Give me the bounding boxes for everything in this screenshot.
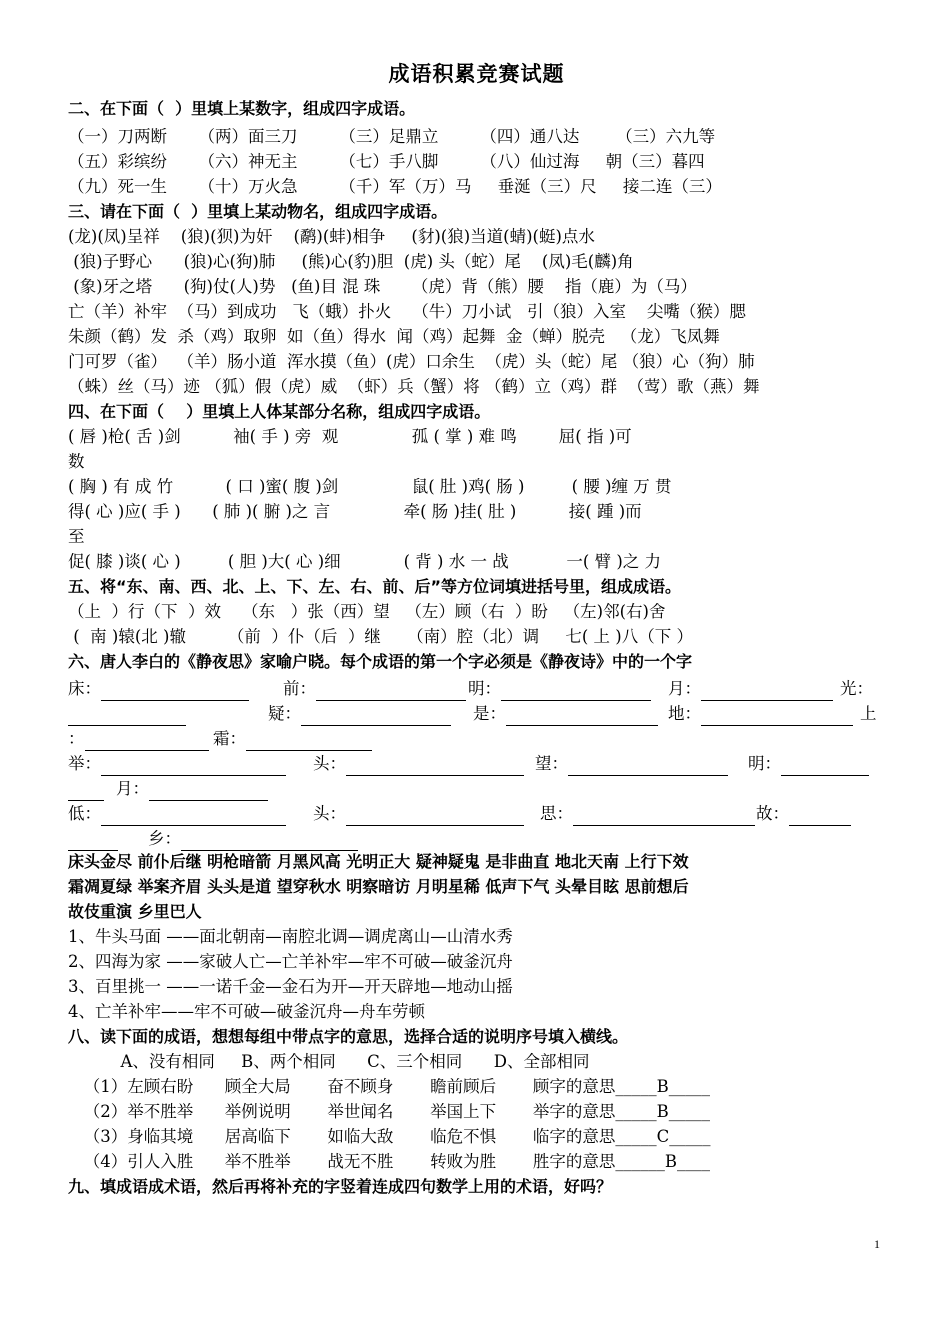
fill-blank-item <box>313 802 529 826</box>
text-line: 促( 膝 )谈( 心 ) ( 胆 )大( 心 )细 ( 背 ) 水 一 战 一( 臂 )之 力 <box>68 552 662 571</box>
fill-blank-label: 头： <box>313 754 346 773</box>
text-line: （蛛）丝（马）迹 （狐）假（虎）威 （虾）兵（蟹）将 （鹤）立（鸡）群 （莺）歌（燕）舞 <box>68 377 760 396</box>
answer-blank-line[interactable] <box>316 682 466 701</box>
fill-blank-item <box>68 752 287 776</box>
fill-blank-label: 明： <box>468 679 501 698</box>
fill-blank-item <box>756 802 860 826</box>
text-line: (狼)子野心 (狼)心(狗)肺 (熊)心(豹)胆 (虎) 头（蛇）尾 (凤)毛(麟)角 <box>68 252 634 271</box>
text-line: 4、亡羊补牢——牢不可破—破釜沉舟—舟车劳顿 <box>68 1002 425 1021</box>
answer-blank-line[interactable] <box>68 707 186 726</box>
fill-blank-label: 上 <box>860 704 877 723</box>
fill-blank-label: 霜： <box>213 729 246 748</box>
answer-blank-line[interactable] <box>789 807 851 826</box>
answer-blank-line[interactable] <box>181 832 358 851</box>
page-number: 1 <box>874 1237 880 1251</box>
answer-blank-line[interactable] <box>149 782 268 801</box>
section-heading: 四、在下面（ ）里填上人体某部分名称，组成四字成语。 <box>68 402 491 421</box>
fill-blank-item <box>268 702 460 726</box>
text-line: (象)牙之塔 (狗)仗(人)势 (鱼)目 混 珠 （虎）背（熊）腰 指（鹿）为（马） <box>68 277 697 296</box>
fill-blank-label: 光： <box>840 679 873 698</box>
section-heading: 故伎重演 乡里巴人 <box>68 902 202 921</box>
fill-blank-label: 月： <box>668 679 701 698</box>
answer-blank-line[interactable] <box>568 757 728 776</box>
section-heading: 床头金尽 前仆后继 明枪暗箭 月黑风高 光明正大 疑神疑鬼 是非曲直 地北天南 上行下效 <box>68 852 689 871</box>
answer-blank-line[interactable] <box>573 807 755 826</box>
fill-blank-item <box>840 677 876 701</box>
fill-blank-label: 故： <box>756 804 789 823</box>
text-line: 门可罗（雀） （羊）肠小道 浑水摸（鱼）(虎）口余生 （虎）头（蛇）尾 （狼）心（狗）肺 <box>68 352 755 371</box>
fill-blank-label: 地： <box>668 704 701 723</box>
fill-blank-item <box>668 702 856 726</box>
answer-blank-line[interactable] <box>301 707 451 726</box>
fill-blank-label: 是： <box>473 704 506 723</box>
answer-blank-line[interactable] <box>101 757 286 776</box>
fill-blank-label: 疑： <box>268 704 301 723</box>
fill-blank-item <box>68 802 289 826</box>
fill-blank-label: 思： <box>540 804 573 823</box>
fill-blank-item <box>213 727 379 751</box>
text-line: 数 <box>68 452 85 471</box>
text-line: (龙)(凤)呈祥 (狼)(狈)为奸 (鹬)(蚌)相争 (豺)(狼)当道(蜻)(蜓)点水 <box>68 227 595 246</box>
fill-blank-label: 月： <box>116 779 149 798</box>
text-line: 得( 心 )应( 手 ) ( 肺 )( 腑 )之 言 牵( 肠 )挂( 肚 ) 接( 踵 )而 <box>68 502 642 521</box>
fill-blank-item <box>68 727 214 751</box>
section-heading: 三、请在下面（ ）里填上某动物名，组成四字成语。 <box>68 202 448 221</box>
fill-blank-label: 望： <box>535 754 568 773</box>
text-line: ( 胸 ) 有 成 竹 ( 口 )蜜( 腹 )剑 鼠( 肚 )鸡( 肠 ) ( 腰 )缠 万 贯 <box>68 477 672 496</box>
fill-blank-item <box>68 827 122 851</box>
fill-blank-item <box>473 702 659 726</box>
fill-blank-item <box>468 677 654 701</box>
section-heading: 九、填成语成术语，然后再将补充的字竖着连成四句数学上用的术语，好吗？ <box>68 1177 613 1196</box>
answer-blank-line[interactable] <box>101 807 286 826</box>
answer-blank-line[interactable] <box>246 732 372 751</box>
answer-blank-line[interactable] <box>701 707 853 726</box>
text-line: （1）左顾右盼 顾全大局 奋不顾身 瞻前顾后 顾字的意思_____B_____ <box>68 1077 710 1096</box>
fill-blank-label: 明： <box>748 754 781 773</box>
fill-blank-item <box>535 752 729 776</box>
text-line: （4）引人入胜 举不胜举 战无不胜 转败为胜 胜字的意思______B____ <box>68 1152 710 1171</box>
answer-blank-line[interactable] <box>346 807 524 826</box>
text-line: （五）彩缤纷 （六）神无主 （七）手八脚 （八）仙过海 朝（三）暮四 <box>68 152 705 171</box>
text-line: 亡（羊）补牢 （马）到成功 飞（蛾）扑火 （牛）刀小试 引（狼）入室 尖嘴（猴）腮 <box>68 302 746 321</box>
fill-blank-item <box>540 802 758 826</box>
fill-blank-item <box>668 677 836 701</box>
answer-blank-line[interactable] <box>501 682 651 701</box>
fill-blank-item <box>68 677 258 701</box>
page-title: 成语积累竞赛试题 <box>388 61 565 86</box>
fill-blank-item <box>860 702 888 726</box>
text-line: 朱颜（鹤）发 杀（鸡）取卵 如（鱼）得水 闻（鸡）起舞 金（蝉）脱壳 （龙）飞凤舞 <box>68 327 720 346</box>
fill-blank-label: ： <box>68 729 85 748</box>
fill-blank-label: 举： <box>68 754 101 773</box>
text-line: （一）刀两断 （两）面三刀 （三）足鼎立 （四）通八达 （三）六九等 <box>68 127 716 146</box>
text-line: 2、四海为家 ——家破人亡—亡羊补牢—牢不可破—破釜沉舟 <box>68 952 513 971</box>
answer-blank-line[interactable] <box>781 757 869 776</box>
text-line: （2）举不胜举 举例说明 举世闻名 举国上下 举字的意思_____B_____ <box>68 1102 710 1121</box>
fill-blank-item <box>148 827 358 851</box>
fill-blank-item <box>116 777 268 801</box>
text-line: ( 南 )辕(北 )辙 （前 ）仆（后 ）继 （南）腔（北）调 七( 上 )八（下 ） <box>68 627 693 646</box>
fill-blank-item <box>68 777 108 801</box>
answer-blank-line[interactable] <box>101 682 249 701</box>
fill-blank-item <box>748 752 880 776</box>
fill-blank-label: 乡： <box>148 829 181 848</box>
section-heading: 二、在下面（ ）里填上某数字，组成四字成语。 <box>68 99 416 118</box>
fill-blank-item <box>68 702 190 726</box>
answer-blank-line[interactable] <box>68 782 104 801</box>
section-heading: 八、读下面的成语，想想每组中带点字的意思，选择合适的说明序号填入横线。 <box>68 1027 629 1046</box>
section-heading: 五、将“东、南、西、北、上、下、左、右、前、后”等方位词填进括号里，组成成语。 <box>68 577 682 596</box>
text-line: （3）身临其境 居高临下 如临大敌 临危不惧 临字的意思_____C_____ <box>68 1127 711 1146</box>
text-line: （九）死一生 （十）万火急 （千）军（万）马 垂涎（三）尺 接二连（三） <box>68 177 722 196</box>
fill-blank-item <box>283 677 469 701</box>
text-line: A、没有相同 B、两个相同 C、三个相同 D、全部相同 <box>68 1052 590 1071</box>
fill-blank-label: 头： <box>313 804 346 823</box>
section-heading: 六、唐人李白的《静夜思》家喻户晓。每个成语的第一个字必须是《静夜诗》中的一个字 <box>68 652 693 671</box>
fill-blank-label: 床： <box>68 679 101 698</box>
text-line: 至 <box>68 527 85 546</box>
answer-blank-line[interactable] <box>506 707 658 726</box>
text-line: ( 唇 )枪( 舌 )剑 袖( 手 ) 旁 观 孤 ( 掌 ) 难 鸣 屈( 指 )可 <box>68 427 632 446</box>
text-line: 1、牛头马面 ——面北朝南—南腔北调—调虎离山—山清水秀 <box>68 927 513 946</box>
answer-blank-line[interactable] <box>85 732 209 751</box>
fill-blank-label: 前： <box>283 679 316 698</box>
fill-blank-label: 低： <box>68 804 101 823</box>
fill-blank-item <box>313 752 529 776</box>
answer-blank-line[interactable] <box>701 682 833 701</box>
answer-blank-line[interactable] <box>346 757 524 776</box>
answer-blank-line[interactable] <box>68 832 118 851</box>
section-heading: 霜凋夏绿 举案齐眉 头头是道 望穿秋水 明察暗访 月明星稀 低声下气 头晕目眩 思前想后 <box>68 877 689 896</box>
text-line: （上 ）行（下 ）效 （东 ）张（西）望 （左）顾（右 ）盼 （左)邻(右)舍 <box>68 602 666 621</box>
text-line: 3、百里挑一 ——一诺千金—金石为开—开天辟地—地动山摇 <box>68 977 513 996</box>
